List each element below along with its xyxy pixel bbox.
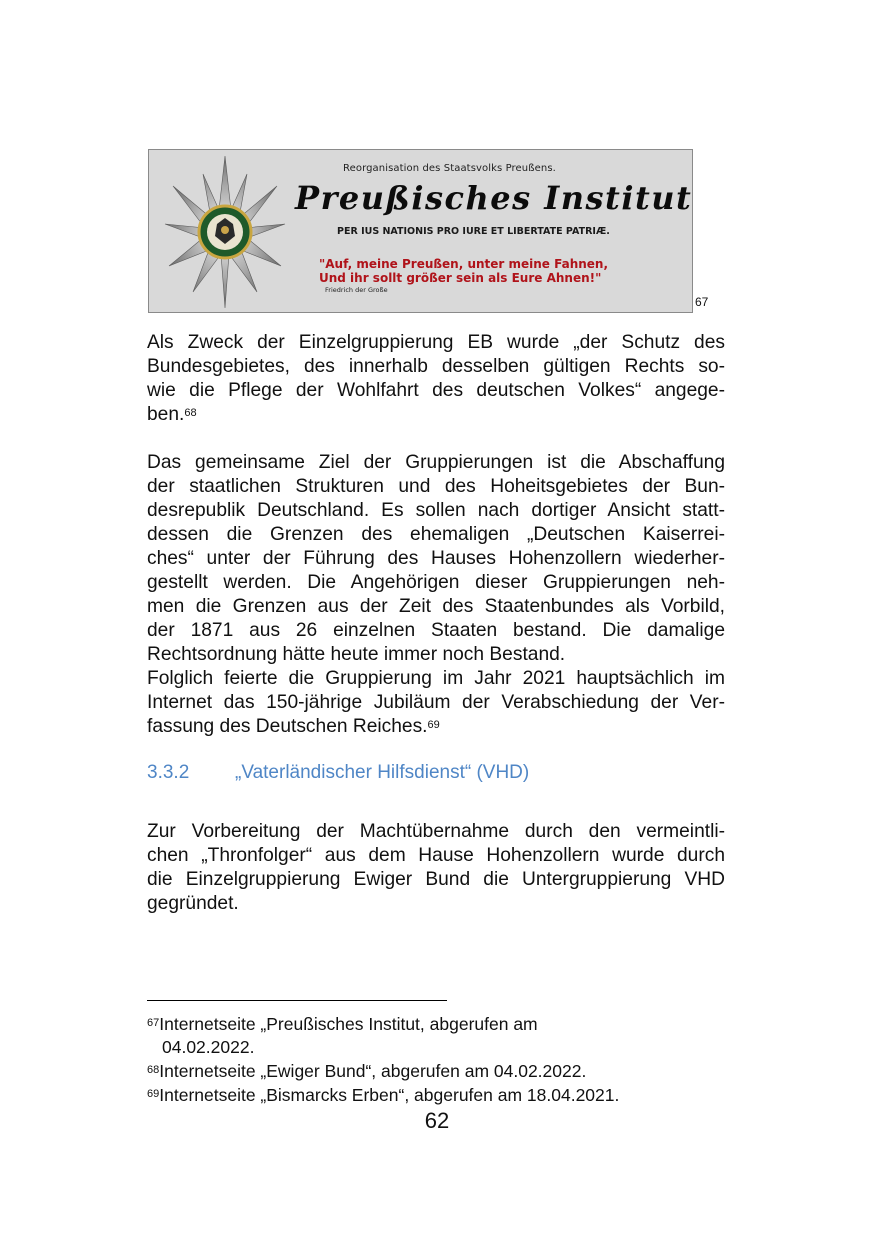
text-line: desrepublik Deutschland. Es sollen nach dortiger Ansicht statt-: [147, 500, 725, 521]
footnote-item: [147, 1084, 747, 1107]
text-line: der staatlichen Strukturen und des Hoheitsgebietes der Bun-: [147, 476, 725, 497]
page-number: 62: [424, 1108, 450, 1133]
text-line: ches“ unter der Führung des Hauses Hohenzollern wiederher-: [147, 548, 725, 569]
image-footnote-ref: 67: [695, 295, 709, 309]
footnote-text-continued: 04.02.2022.: [162, 1037, 255, 1057]
section-heading: [147, 762, 529, 784]
footnote-separator: [147, 1000, 447, 1001]
footnote-text: Internetseite „Bismarcks Erben“, abgerufen am 18.04.2021.: [159, 1085, 620, 1105]
banner-quote-line: Und ihr sollt größer sein als Eure Ahnen!": [319, 271, 602, 285]
footnote-number: 69: [147, 1088, 160, 1100]
text-line: men die Grenzen aus der Zeit des Staatenbundes als Vorbild,: [147, 596, 725, 617]
footnote-text: Internetseite „Preußisches Institut, abgerufen am: [159, 1014, 538, 1034]
text-line: Das gemeinsame Ziel der Gruppierungen ist die Abschaffung: [147, 452, 725, 473]
section-number: 3.3.2: [147, 762, 190, 783]
paragraph-anniversary: [147, 667, 725, 739]
text-line: gestellt werden. Die Angehörigen dieser Gruppierungen neh-: [147, 572, 725, 593]
banner-quote: [319, 257, 608, 285]
paragraph-goal: [147, 451, 725, 667]
text-line: der 1871 aus 26 einzelnen Staaten bestand. Die damalige: [147, 620, 725, 641]
banner-motto: PER IUS NATIONIS PRO IURE ET LIBERTATE PATRIÆ.: [337, 226, 610, 237]
text-line: Folglich feierte die Gruppierung im Jahr 2021 hauptsächlich im: [147, 668, 725, 689]
text-line-content: ben.: [147, 404, 185, 425]
text-line: Zur Vorbereitung der Machtübernahme durch den vermeintli-: [147, 821, 725, 842]
text-line: Bundesgebietes, des innerhalb desselben gültigen Rechts so-: [147, 356, 725, 377]
order-star-emblem-icon: [163, 154, 287, 310]
section-title: „Vaterländischer Hilfsdienst“ (VHD): [235, 762, 530, 783]
text-line: Als Zweck der Einzelgruppierung EB wurde „der Schutz des: [147, 332, 725, 353]
preussisches-institut-banner-image: [148, 149, 693, 313]
footnote-ref: 69: [427, 719, 440, 731]
footnote-number: 68: [147, 1064, 160, 1076]
text-line: gegründet.: [147, 893, 239, 914]
footnote-item: [147, 1060, 747, 1083]
footnote-item: [147, 1013, 747, 1059]
text-line: chen „Thronfolger“ aus dem Hause Hohenzollern wurde durch: [147, 845, 725, 866]
footnote-number: 67: [147, 1017, 160, 1029]
banner-title: Preußisches Institut: [295, 179, 693, 217]
text-line-content: fassung des Deutschen Reiches.: [147, 716, 428, 737]
footnote-ref: 68: [184, 407, 197, 419]
banner-quote-author: Friedrich der Große: [325, 286, 388, 294]
text-line: [147, 403, 725, 427]
text-line: dessen die Grenzen des ehemaligen „Deutschen Kaiserrei-: [147, 524, 725, 545]
footnote-text: Internetseite „Ewiger Bund“, abgerufen am 04.02.2022.: [159, 1061, 587, 1081]
paragraph-vhd: [147, 820, 725, 916]
banner-org-text: Reorganisation des Staatsvolks Preußens.: [343, 163, 556, 174]
paragraph-purpose: [147, 331, 725, 427]
text-line: die Einzelgruppierung Ewiger Bund die Untergruppierung VHD: [147, 869, 725, 890]
banner-quote-line: "Auf, meine Preußen, unter meine Fahnen,: [319, 257, 609, 271]
text-line: Rechtsordnung hätte heute immer noch Bestand.: [147, 644, 566, 665]
text-line: wie die Pflege der Wohlfahrt des deutschen Volkes“ angege-: [147, 380, 725, 401]
text-line: Internet das 150-jährige Jubiläum der Verabschiedung der Ver-: [147, 692, 725, 713]
text-line: [147, 715, 725, 739]
